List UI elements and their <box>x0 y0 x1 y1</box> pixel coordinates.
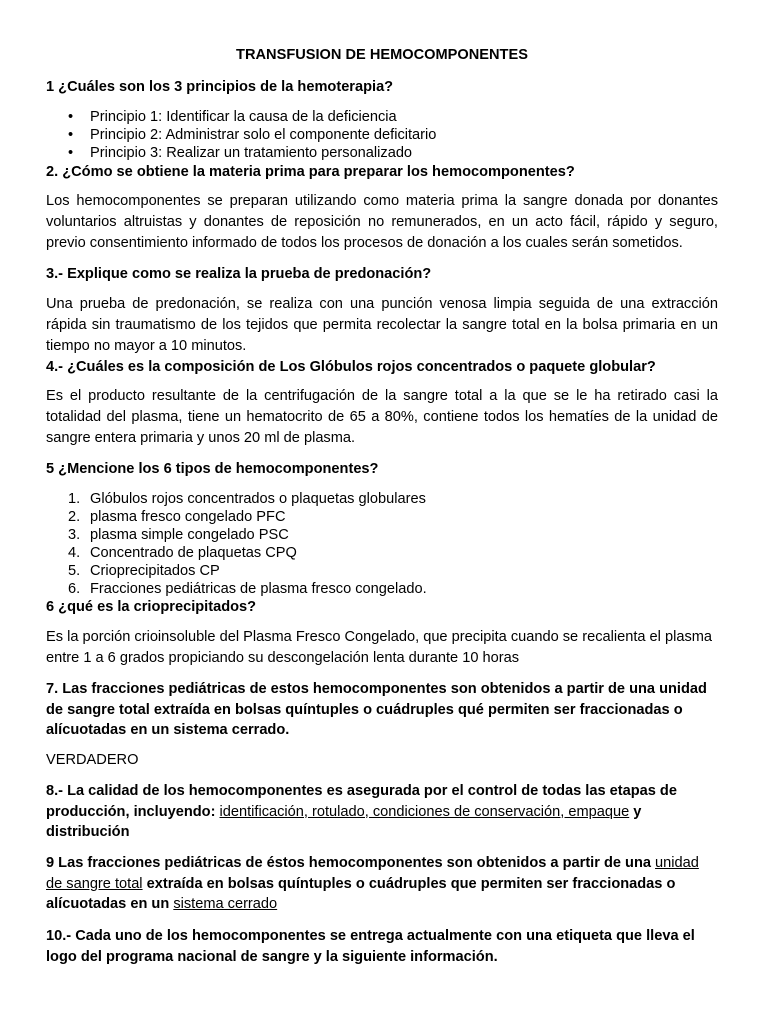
list-item: 5. Crioprecipitados CP <box>68 563 220 579</box>
list-item: 2. plasma fresco congelado PFC <box>68 509 286 525</box>
answer-7: VERDADERO <box>46 752 139 768</box>
list-item: • Principio 3: Realizar un tratamiento personalizado <box>46 144 706 162</box>
answer-6: Es la porción crioinsoluble del Plasma Fresco Congelado, que precipita cuando se recalienta el plasma entre 1 a 6 grados propiciando su descongelación lenta durante 10 horas <box>46 629 713 666</box>
question-3: 3.- Explique como se realiza la prueba de predonación? <box>46 266 432 282</box>
list-item: 6. Fracciones pediátricas de plasma fresco congelado. <box>68 581 427 597</box>
question-1: 1 ¿Cuáles son los 3 principios de la hemoterapia? <box>46 79 394 95</box>
question-6: 6 ¿qué es la crioprecipitados? <box>46 599 257 615</box>
document-title: TRANSFUSION DE HEMOCOMPONENTES <box>236 47 528 63</box>
answer-3: Una prueba de predonación, se realiza con una punción venosa limpia seguida de una extracción rápida sin traumatismo de los tejidos que permita recolectar la sangre total en la bolsa primaria en un tiempo no mayor a 10 minutos. <box>46 296 718 354</box>
hemocomponent-types-list <box>46 490 706 598</box>
question-8: 8.- La calidad de los hemocomponentes es asegurada por el control de todas las etapas de producción, incluyendo: identificación, rotulado, condiciones de conservación, empaque y distribución <box>46 783 677 840</box>
question-7: 7. Las fracciones pediátricas de estos hemocomponentes son obtenidos a partir de una unidad de sangre total extraída en bolsas quíntuples o cuádruples qué permiten ser fraccionadas o alícuotadas en un sistema cerrado. <box>46 681 707 738</box>
principles-list <box>46 108 706 162</box>
question-2: 2. ¿Cómo se obtiene la materia prima para preparar los hemocomponentes? <box>46 164 575 180</box>
question-9: 9 Las fracciones pediátricas de éstos hemocomponentes son obtenidos a partir de una unidad de sangre total extraída en bolsas quíntuples o cuádruples que permiten ser fraccionadas o alícuotadas en un sistema cerrado <box>46 855 699 912</box>
underlined-text: unidad de sangre total <box>46 855 699 892</box>
list-item: 4. Concentrado de plaquetas CPQ <box>68 545 297 561</box>
list-item: • Principio 1: Identificar la causa de la deficiencia <box>46 108 706 126</box>
list-item: 1. Glóbulos rojos concentrados o plaquetas globulares <box>68 491 426 507</box>
list-item: • Principio 2: Administrar solo el componente deficitario <box>46 126 706 144</box>
underlined-text: identificación, rotulado, condiciones de conservación, empaque <box>219 803 630 820</box>
question-10: 10.- Cada uno de los hemocomponentes se entrega actualmente con una etiqueta que lleva el logo del programa nacional de sangre y la siguiente información. <box>46 928 695 965</box>
question-4: 4.- ¿Cuáles es la composición de Los Glóbulos rojos concentrados o paquete globular? <box>46 359 656 375</box>
question-5: 5 ¿Mencione los 6 tipos de hemocomponentes? <box>46 461 379 477</box>
underlined-text: sistema cerrado <box>173 896 278 912</box>
list-item: 3. plasma simple congelado PSC <box>68 527 289 543</box>
answer-2: Los hemocomponentes se preparan utilizando como materia prima la sangre donada por donantes voluntarios altruistas y donantes de reposición no remunerados, en un acto fácil, rápido y seguro, previo consentimiento informado de todos los procesos de donación a los cuales serán sometidos. <box>46 193 718 251</box>
answer-4: Es el producto resultante de la centrifugación de la sangre total a la que se le ha retirado casi la totalidad del plasma, tiene un hematocrito de 65 a 80%, contiene todos los hematíes de la unidad de sangre entera primaria y unos 20 ml de plasma. <box>46 388 718 446</box>
